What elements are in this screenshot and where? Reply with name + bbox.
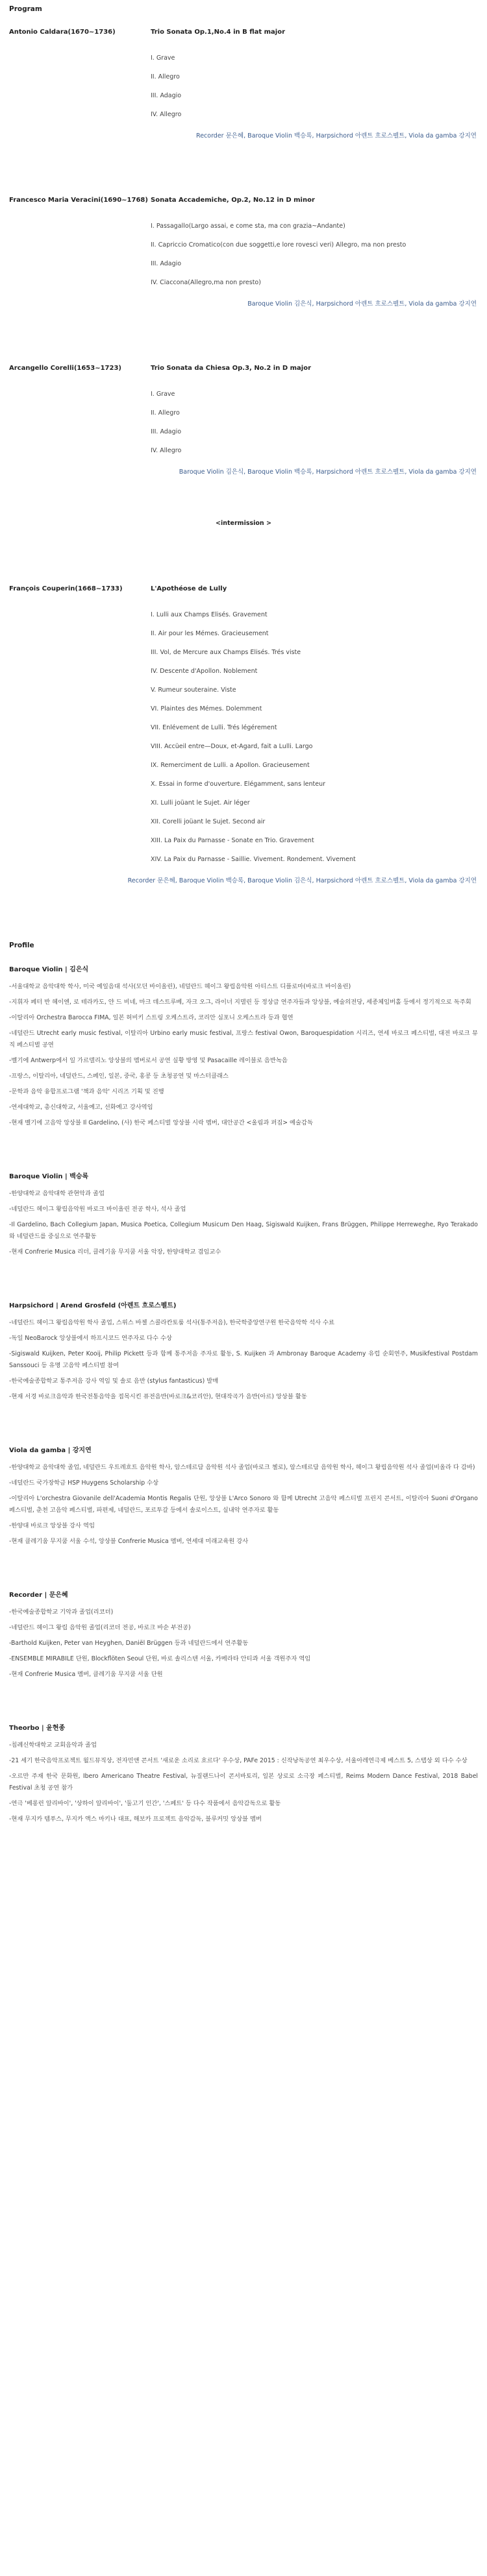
movement-item: II. Allegro — [151, 73, 180, 80]
movement-item: V. Rumeur souteraine. Viste — [151, 687, 236, 694]
movement-item: IV. Descente d'Apollon. Noblement — [151, 668, 258, 675]
profile-list — [9, 964, 478, 1825]
profile-line: -현재 벨기에 고음악 앙상블 Il Gardelino, (사) 한국 페스티벌 앙상블 시락 멤버, 대안공간 <울림과 퍼짐> 예술감독 — [9, 1119, 313, 1126]
program-title: Program — [9, 5, 42, 13]
movement-item: XIII. La Paix du Parnasse - Sonate en Trio. Gravement — [151, 837, 314, 844]
profile-heading: Baroque Violin | 김은식 — [9, 966, 89, 973]
composer-name: Antonio Caldara(1670~1736) — [9, 29, 116, 36]
movement-item: II. Air pour les Mémes. Gracieusement — [151, 630, 269, 637]
profile-line: -네덜란드 Utrecht early music festival, 이탈리아 Urbino early music festival, 프랑스 festival Owon, Baroquespidation 시리즈, 연세 바로크 페스티벌, 대전 바로크 뮤직 페스티벌 공연 — [9, 1030, 478, 1049]
program-piece — [9, 197, 478, 308]
profile-section — [9, 1589, 478, 1681]
profile-section — [9, 1300, 478, 1403]
profile-line: -현재 Confrerie Musica 리더, 클레기움 무지쿰 서울 악장, 한양대학교 겸임교수 — [9, 1248, 221, 1256]
profile-line: -현재 Confrerie Musica 멤버, 클레기움 무지쿰 서울 단원 — [9, 1671, 163, 1678]
composer-name: Francesco Maria Veracini(1690~1768) — [9, 197, 148, 204]
profile-heading: Harpsichord | Arend Grosfeld (아렌트 흐로스펠트) — [9, 1302, 177, 1309]
profile-line: -네덜란드 헤이그 왕립음악원 학사 졸업, 스위스 바젤 스콜라칸토룸 석사(통주저음), 한국학중앙연구원 한국음악학 석사 수료 — [9, 1319, 335, 1326]
work-title: L'Apothéose de Lully — [151, 585, 227, 592]
intermission-label: <intermission > — [216, 520, 271, 527]
work-title: Trio Sonata Op.1,No.4 in B flat major — [151, 29, 286, 36]
profile-line: -연극 '베롱런 알리바이', '상하이 알리바이', '둘고기 인간', '스페트' 등 다수 작품에서 음악감독으로 활동 — [9, 1800, 281, 1807]
profile-line: -21 세기 한국음악프로젝트 월드뮤직상, 전자민앤 콘서트 '새로운 소리로 흐르다' 우수상, PAFe 2015 : 신작낭독공연 최우수상, 서울아레연극제 베스트 5, 스탭상 외 다수 수상 — [9, 1757, 468, 1764]
profile-heading: Baroque Violin | 백승록 — [9, 1173, 89, 1180]
profile-line: -오르만 주재 한국 문화원, Ibero Americano Theatre Festival, 뉴질랜드나이 콘서바토리, 일본 상로로 소극장 페스티벌, Reims Modern Dance Festival, 2018 Babel Festival 초청 공연 참가 — [9, 1773, 478, 1792]
profile-line: -Sigiswald Kuijken, Peter Kooij, Philip Pickett 등과 함께 통주저음 주자로 활동, S. Kuijken 과 Ambronay Baroque Academy 유럽 순회연주, Musikfestival Postdam Sanssouci 등 유명 고음악 페스티벌 참여 — [9, 1350, 478, 1369]
movement-item: X. Essai in forme d'ouverture. Elégamment, sans lenteur — [151, 781, 326, 788]
profile-line: -이탈리아 L'orchestra Giovanile dell'Academia Montis Regalis 단원, 앙상블 L'Arco Sonoro 와 함께 Utrecht 고음악 페스티벌 프린지 콘서트, 이탈리아 Suoni d'Organo 페스티벌, 춘천 고음악 페스티벌, 파편제, 네덜란드, 포르투갈 등에서 솔로이스트, 실내악 연주자로 활동 — [9, 1495, 478, 1514]
profile-line: -ENSEMBLE MIRABILE 단원, Blockflöten Seoul 단원, 바로 솔리스텐 서울, 카메라타 안티콰 서울 객원주자 역임 — [9, 1655, 311, 1662]
profile-line: -벨기에 Antwerp에서 일 가르델리노 앙상블의 멤버로서 공연 실황 방영 및 Pasacaille 레이블로 음반녹음 — [9, 1057, 288, 1064]
movement-item: XII. Corelli joüant le Sujet. Second air — [151, 818, 266, 825]
profile-title: Profile — [9, 942, 34, 949]
program-piece — [9, 29, 478, 140]
profile-section — [9, 1722, 478, 1825]
profile-line: -연세대학교, 총신대학교, 서울예고, 선화예고 강사역임 — [9, 1104, 153, 1111]
couperin-piece — [9, 585, 478, 884]
performers-line: Baroque Violin 김은식, Harpsichord 아렌트 흐로스펠트, Viola da gamba 강지연 — [247, 300, 477, 308]
composer-name: Arcangello Corelli(1653~1723) — [9, 365, 122, 372]
profile-line: -서울대학교 음악대학 학사, 미국 예일음대 석사(모던 바이올린), 네덜란드 헤이그 왕립음악원 아티스트 디플로마(바로크 바이올린) — [9, 983, 351, 990]
profile-line: -한양대 바로크 앙상블 강사 역임 — [9, 1522, 95, 1529]
profile-line: -네덜란드 헤이그 왕립 음악원 졸업(리코더 전공, 바로크 바순 부전공) — [9, 1624, 191, 1631]
profile-line: -한국예술종합학교 기악과 졸업(리코더) — [9, 1609, 114, 1616]
profile-line: -네덜란드 헤이그 왕립음악원 바로크 바이올린 전공 학사, 석사 졸업 — [9, 1206, 186, 1213]
profile-line: -현재 무지카 템푸스, 무지카 액스 마키나 대표, 해보카 프로젝트 음악감독, 블루커밋 앙상블 멤버 — [9, 1816, 262, 1823]
movement-item: III. Adagio — [151, 92, 182, 99]
profile-line: -네덜란드 국가장학금 HSP Huygens Scholarship 수상 — [9, 1479, 159, 1487]
program-pieces — [9, 29, 478, 476]
profile-heading: Theorbo | 윤현종 — [9, 1725, 66, 1732]
movement-item: III. Vol, de Mercure aux Champs Elisés. Trés viste — [151, 649, 301, 656]
profile-line: -지휘자 페터 반 헤이엔, 로 테라카도, 얀 드 비네, 마크 데스트루베, 자크 오그, 라이너 지델린 등 정상급 연주자들과 앙상블, 예술의전당, 세종체임버홀 등에서 정기적으로 독주회 — [9, 999, 471, 1006]
movement-item: II. Allegro — [151, 409, 180, 417]
profile-section — [9, 1171, 478, 1258]
movement-item: VII. Enlévement de Lulli. Trés légérement — [151, 724, 277, 731]
movement-item: VIII. Accüeil entre—Doux, et-Agard, fait a Lulli. Largo — [151, 743, 313, 750]
movement-item: IX. Remerciment de Lulli. a Apollon. Gracieusement — [151, 762, 310, 769]
profile-line: -Il Gardelino, Bach Collegium Japan, Musica Poetica, Collegium Musicum Den Haag, Sigiswald Kuijken, Frans Brüggen, Philippe Herreweghe, Ryo Terakado 와 네덜란드를 중심으로 연주활동 — [9, 1221, 478, 1240]
movement-item: XIV. La Paix du Parnasse - Saillie. Vivement. Rondement. Vivement — [151, 856, 356, 863]
profile-line: -문학과 음악 융합프로그램 '책과 음악' 시리즈 기획 및 진행 — [9, 1088, 164, 1095]
movement-item: IV. Ciaccona(Allegro,ma non presto) — [151, 279, 261, 286]
profile-line: -현재 서경 바로크음악과 한국전통음악을 접목시킨 퓨전음반(바로크&코리안), 현대작곡가 음반(아르) 앙상블 활동 — [9, 1393, 307, 1400]
movement-item: VI. Plaintes des Mémes. Dolemment — [151, 705, 262, 712]
profile-section — [9, 1444, 478, 1548]
profile-heading: Viola da gamba | 강지연 — [9, 1447, 92, 1454]
composer-name: François Couperin(1668~1733) — [9, 585, 123, 592]
movement-item: III. Adagio — [151, 428, 182, 435]
profile-line: -Barthold Kuijken, Peter van Heyghen, Daniël Brüggen 등과 네덜란드에서 연주활동 — [9, 1640, 249, 1647]
movement-item: I. Passagallo(Largo assai, e come sta, ma con grazia~Andante) — [151, 223, 345, 230]
profile-line: -이탈리아 Orchestra Barocca FIMA, 일본 허비키 스트링 오케스트라, 코리안 심포니 오케스트라 등과 협연 — [9, 1014, 293, 1021]
movement-item: I. Grave — [151, 55, 175, 62]
movement-item: XI. Lulli joüant le Sujet. Air léger — [151, 799, 250, 807]
profile-heading: Recorder | 문은혜 — [9, 1592, 68, 1599]
profile-line: -독일 NeoBarock 앙상블에서 하프시코드 연주자로 다수 수상 — [9, 1335, 172, 1342]
performers-line: Recorder 문은혜, Baroque Violin 백승록, Baroque Violin 김은식, Harpsichord 아렌트 흐로스펠트, Viola da gamba 강지연 — [127, 877, 477, 884]
movement-item: III. Adagio — [151, 260, 182, 267]
program-piece — [9, 365, 478, 476]
profile-section — [9, 964, 478, 1129]
profile-line: -한양대학교 음악대학 관현악과 졸업 — [9, 1190, 105, 1197]
movement-item: II. Capriccio Cromatico(con due soggetti,e lore rovesci veri) Allegro, ma non presto — [151, 241, 406, 249]
profile-line: -프랑스, 이탈리아, 네덜란드, 스페인, 일본, 중국, 홍콩 등 초청공연 및 마스터클래스 — [9, 1073, 229, 1080]
profile-line: -침례신학대학교 교회음악과 졸업 — [9, 1742, 97, 1749]
movement-item: I. Lulli aux Champs Elisés. Gravement — [151, 611, 268, 618]
movement-item: IV. Allegro — [151, 111, 182, 118]
profile-line: -한국예술종합학교 통주저음 강사 역임 및 솔로 음반 (stylus fantasticus) 발매 — [9, 1378, 219, 1385]
performers-line: Recorder 문은혜, Baroque Violin 백승록, Harpsichord 아렌트 흐로스펠트, Viola da gamba 강지연 — [196, 132, 477, 140]
work-title: Trio Sonata da Chiesa Op.3, No.2 in D major — [151, 365, 312, 372]
movement-list — [151, 605, 478, 869]
performers-line: Baroque Violin 김은식, Baroque Violin 백승록, Harpsichord 아렌트 흐로스펠트, Viola da gamba 강지연 — [179, 468, 477, 476]
movement-item: I. Grave — [151, 391, 175, 398]
profile-line: -한양대학교 음악대학 졸업, 네덜란드 우트레흐트 음악원 학사, 암스테르담 음악원 석사 졸업(바로크 첼로), 암스테르담 음악원 학사, 헤이그 왕립음악원 석사 졸업(비올라 다 감바) — [9, 1464, 475, 1471]
work-title: Sonata Accademiche, Op.2, No.12 in D minor — [151, 197, 315, 204]
profile-line: -현재 클레기움 무지쿰 서울 수석, 앙상블 Confrerie Musica 멤버, 연세대 미래교육원 강사 — [9, 1538, 249, 1545]
movement-item: IV. Allegro — [151, 447, 182, 454]
